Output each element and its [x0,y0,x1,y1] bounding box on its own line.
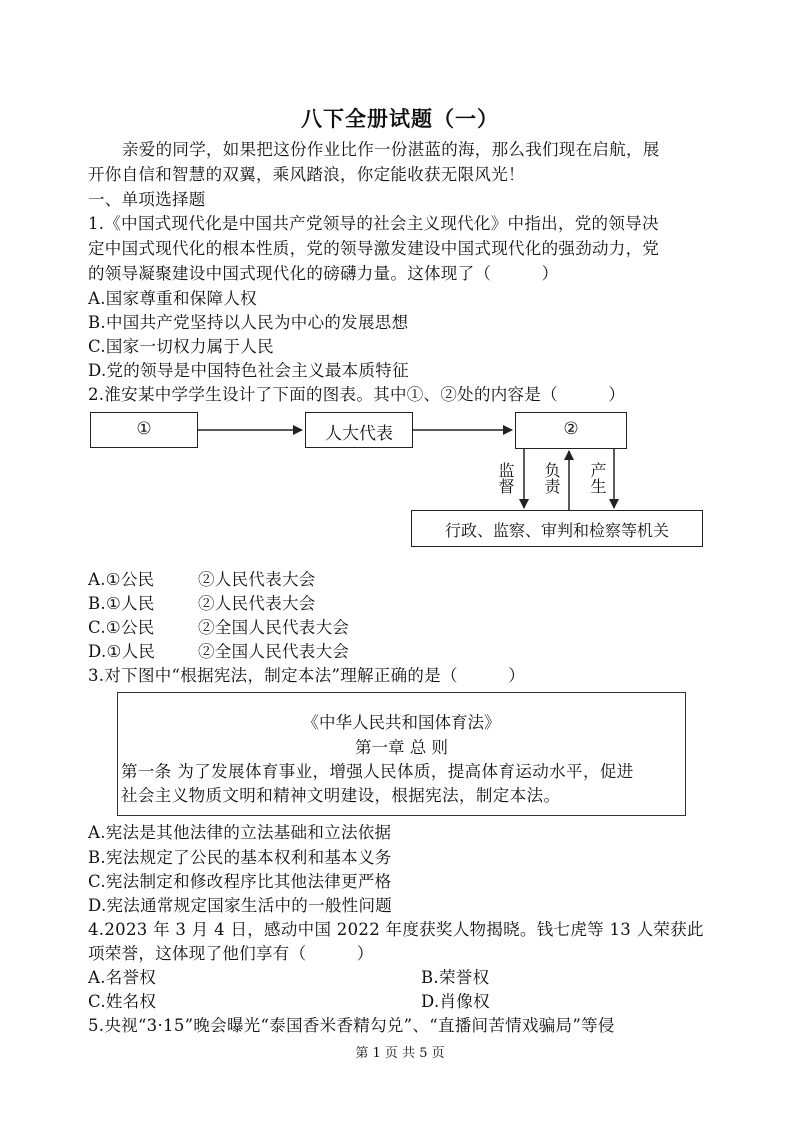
law-title: 《中华人民共和国体育法》 [302,713,501,732]
q1-option-a: A.国家尊重和保障人权 [88,289,257,308]
law-article-line-1: 第一条 为了发展体育事业，增强人民体质，提高体育运动水平，促进 [121,762,634,781]
q4-option-a: A.名誉权 [88,968,157,987]
diagram-box-1-label: ① [136,419,152,439]
q1-stem-line-3: 的领导凝聚建设中国式现代化的磅礴力量。这体现了（ ） [88,264,559,283]
q5-stem: 5.央视“3·15”晚会曝光“泰国香米香精勾兑”、“直播间苦情戏骗局”等侵 [88,1016,615,1035]
intro-line-1: 亲爱的同学，如果把这份作业比作一份湛蓝的海，那么我们现在启航，展 [122,140,660,159]
diagram-label-responsible: 负责 [542,462,561,494]
diagram-label-supervise: 监督 [496,462,515,494]
law-article-line-2: 社会主义物质文明和精神文明建设，根据宪法，制定本法。 [121,786,561,805]
diagram-box-2-label: 人大代表 [325,424,393,444]
law-chapter: 第一章 总 则 [355,738,448,757]
diagram-box-bottom-label: 行政、监察、审判和检察等机关 [444,521,669,540]
q4-option-b: B.荣誉权 [421,968,490,987]
q3-option-a: A.宪法是其他法律的立法基础和立法依据 [88,823,392,842]
diagram-box-3-label: ② [563,419,579,439]
diagram-box-2 [305,412,413,448]
q2-option-a-left: A.①公民 [88,570,155,589]
q2-option-a-right: ②人民代表大会 [198,570,316,589]
page-title: 八下全册试题（一） [301,107,499,131]
q3-option-b: B.宪法规定了公民的基本权利和基本义务 [88,848,392,867]
q2-option-d-right: ②全国人民代表大会 [198,642,350,661]
q1-stem-line-2: 定中国式现代化的根本性质，党的领导激发建设中国式现代化的强劲动力，党 [88,239,660,258]
q3-option-c: C.宪法制定和修改程序比其他法律更严格 [88,872,392,891]
diagram-box-3 [515,412,627,449]
q2-option-d-left: D.①人民 [88,642,156,661]
diagram-box-bottom [411,510,703,547]
q4-stem-line-2: 项荣誉，这体现了他们享有（ ） [88,944,374,963]
q2-option-c-right: ②全国人民代表大会 [198,618,350,637]
section-heading: 一、单项选择题 [88,190,206,209]
q1-option-c: C.国家一切权力属于人民 [88,337,274,356]
q3-stem: 3.对下图中“根据宪法，制定本法”理解正确的是（ ） [88,666,526,685]
q2-option-b-right: ②人民代表大会 [198,594,316,613]
q1-option-b: B.中国共产党坚持以人民为中心的发展思想 [88,313,409,332]
q1-option-d: D.党的领导是中国特色社会主义最本质特征 [88,361,409,380]
q3-option-d: D.宪法通常规定国家生活中的一般性问题 [88,896,393,915]
q1-stem-line-1: 1.《中国式现代化是中国共产党领导的社会主义现代化》中指出，党的领导决 [88,214,659,233]
diagram-label-produce: 产生 [588,462,607,494]
q2-stem: 2.淮安某中学学生设计了下面的图表。其中①、②处的内容是（ ） [88,385,626,404]
q2-option-b-left: B.①人民 [88,594,155,613]
q4-option-d: D.肖像权 [421,992,490,1011]
intro-line-2: 开你自信和智慧的双翼，乘风踏浪，你定能收获无限风光！ [88,165,525,184]
q2-option-c-left: C.①公民 [88,618,155,637]
q4-option-c: C.姓名权 [88,992,157,1011]
diagram-box-1 [90,412,198,448]
page-footer: 第 1 页 共 5 页 [355,1046,445,1061]
q4-stem-line-1: 4.2023 年 3 月 4 日，感动中国 2022 年度获奖人物揭晓。钱七虎等 13 人荣获此 [88,920,704,939]
